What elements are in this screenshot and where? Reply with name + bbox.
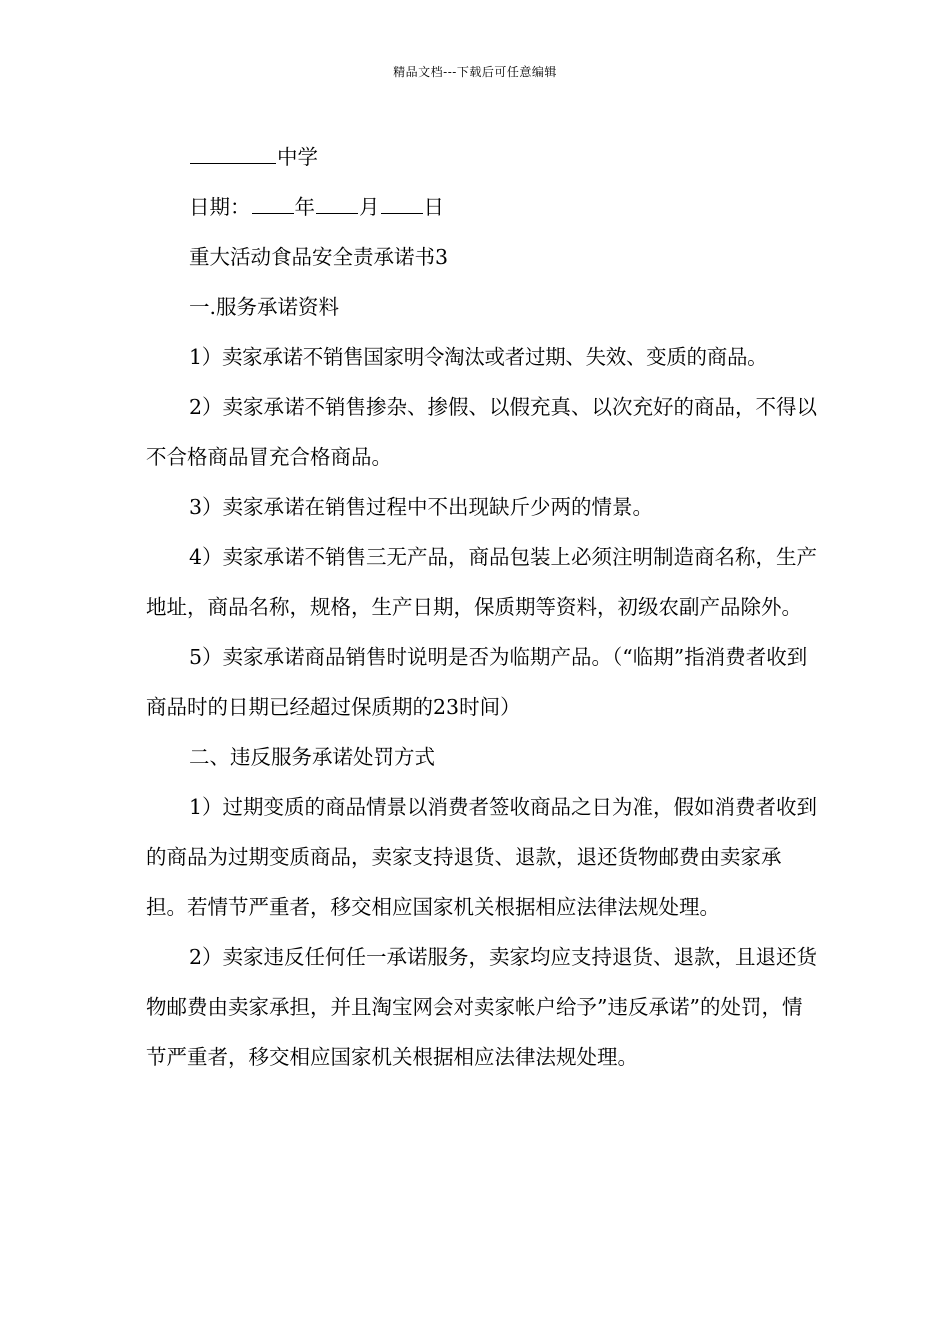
document-body	[146, 132, 818, 1082]
school-suffix: 中学	[277, 145, 318, 169]
page-header-watermark: 精品文档---下载后可任意编辑	[393, 65, 557, 79]
date-label: 日期：	[189, 195, 251, 219]
commitment-item-1: 1）卖家承诺不销售国家明令淘汰或者过期、失效、变质的商品。	[189, 345, 768, 369]
penalty-item-1: 1）过期变质的商品情景以消费者签收商品之日为准，假如消费者收到的商品为过期变质商品，卖家支持退货、退款，退还货物邮费由卖家承担。若情节严重者，移交相应国家机关根据相应法律法规处理。	[146, 795, 818, 919]
year-blank[interactable]	[252, 191, 294, 214]
year-label: 年	[294, 195, 315, 219]
month-label: 月	[359, 195, 380, 219]
commitment-item-4: 4）卖家承诺不销售三无产品，商品包装上必须注明制造商名称，生产地址，商品名称，规格，生产日期，保质期等资料，初级农副产品除外。	[146, 545, 818, 619]
month-blank[interactable]	[316, 191, 358, 214]
school-line	[146, 132, 818, 182]
commitment-item-3: 3）卖家承诺在销售过程中不出现缺斤少两的情景。	[189, 495, 654, 519]
section-heading-service-commitments: 一.服务承诺资料	[189, 295, 340, 319]
penalty-item-2: 2）卖家违反任何任一承诺服务，卖家均应支持退货、退款，且退还货物邮费由卖家承担，并且淘宝网会对卖家帐户给予”违反承诺”的处罚，情节严重者，移交相应国家机关根据相应法律法规处理。	[146, 945, 818, 1069]
document-title: 重大活动食品安全责承诺书3	[189, 245, 449, 269]
date-line	[146, 182, 818, 232]
day-blank[interactable]	[381, 191, 423, 214]
section-heading-penalties: 二、违反服务承诺处罚方式	[189, 745, 435, 769]
school-name-blank[interactable]	[190, 141, 276, 164]
commitment-item-2: 2）卖家承诺不销售掺杂、掺假、以假充真、以次充好的商品，不得以不合格商品冒充合格商品。	[146, 395, 818, 469]
day-label: 日	[423, 195, 444, 219]
commitment-item-5: 5）卖家承诺商品销售时说明是否为临期产品。（“临期”指消费者收到商品时的日期已经超过保质期的23时间）	[146, 645, 808, 719]
